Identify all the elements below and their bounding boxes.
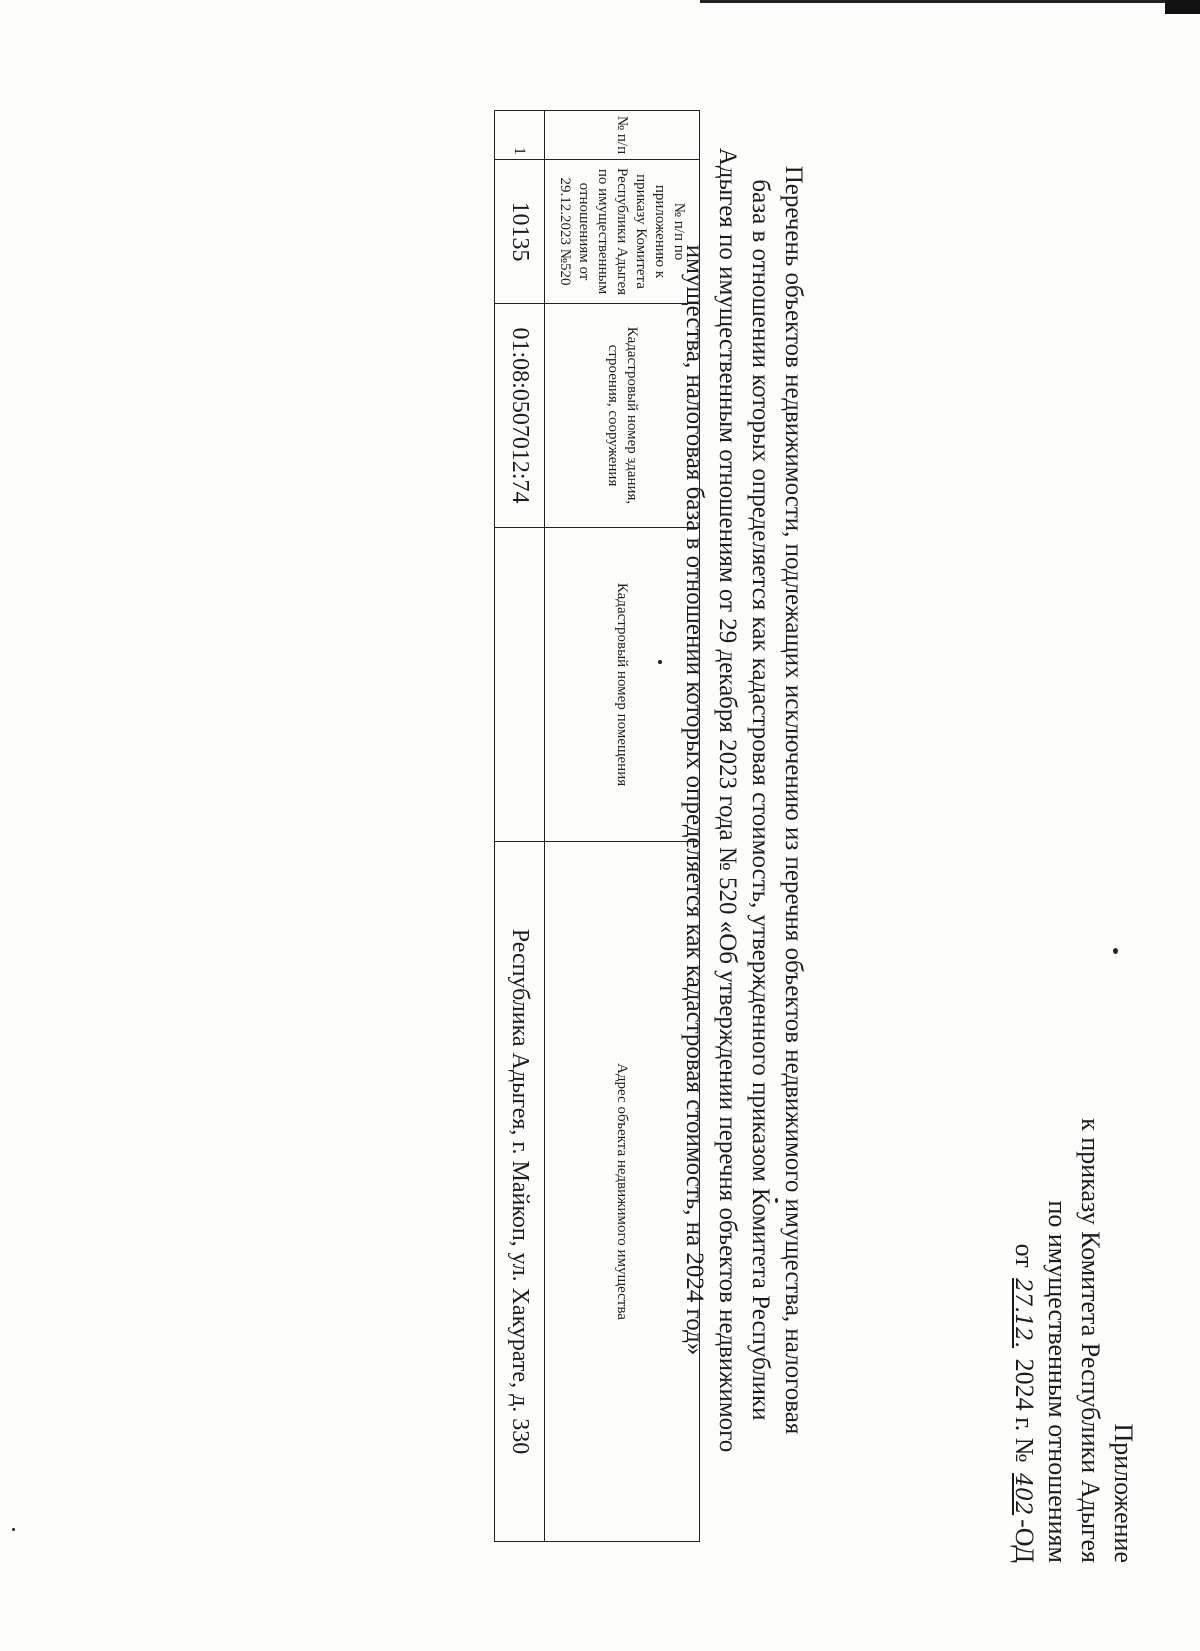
appendix-label: Приложение <box>1109 1423 1138 1563</box>
header-building-cadastral: Кадастровый номер здания, строения, сооружения <box>545 304 700 528</box>
table-row <box>495 111 545 1542</box>
title-line: Перечень объектов недвижимости, подлежащих исключению из перечня объектов недвижимого имущества, налоговая <box>780 165 807 1435</box>
cell-row-number: 1 <box>495 111 545 160</box>
objects-table <box>494 110 700 1542</box>
handwritten-date: 27.12. <box>1010 1278 1035 1349</box>
handwritten-order-number: 402 <box>1010 1473 1035 1516</box>
table-header-row <box>545 111 700 1542</box>
title-line: имущества, налоговая база в отношении которых определяется как кадастровая стоимость, на 2024 год» <box>681 244 708 1356</box>
title-line: Адыгея по имущественным отношениям от 29 декабря 2023 года № 520 «Об утверждении перечня объектов недвижимого <box>714 147 741 1453</box>
cell-address: Республика Адыгея, г. Майкоп, ул. Хакурате, д. 330 <box>495 842 545 1542</box>
header-address: Адрес объекта недвижимого имущества <box>545 842 700 1542</box>
cell-premises-cadastral <box>495 528 545 842</box>
cell-appendix-number: 10135 <box>495 160 545 304</box>
date-year: 2024 г. № <box>1010 1358 1039 1463</box>
header-row-number: № п/п <box>545 111 700 160</box>
header-appendix-number: № п/п по приложению к приказу Комитета Республики Адыгея по имущественным отношениям от 29.12.2023 №520 <box>545 160 700 304</box>
committee-name: по имущественным отношениям <box>1043 1200 1072 1563</box>
appendix-header <box>1006 1118 1140 1563</box>
title-line: база в отношении которых определяется как кадастровая стоимость, утвержденного приказом Комитета Республики <box>747 179 774 1421</box>
order-reference: к приказу Комитета Республики Адыгея <box>1076 1118 1105 1563</box>
order-date-line <box>1006 1118 1041 1563</box>
header-premises-cadastral: Кадастровый номер помещения <box>545 528 700 842</box>
date-prefix: от <box>1010 1243 1039 1268</box>
cell-building-cadastral: 01:08:0507012:74 <box>495 304 545 528</box>
order-suffix: -ОД <box>1010 1519 1039 1563</box>
